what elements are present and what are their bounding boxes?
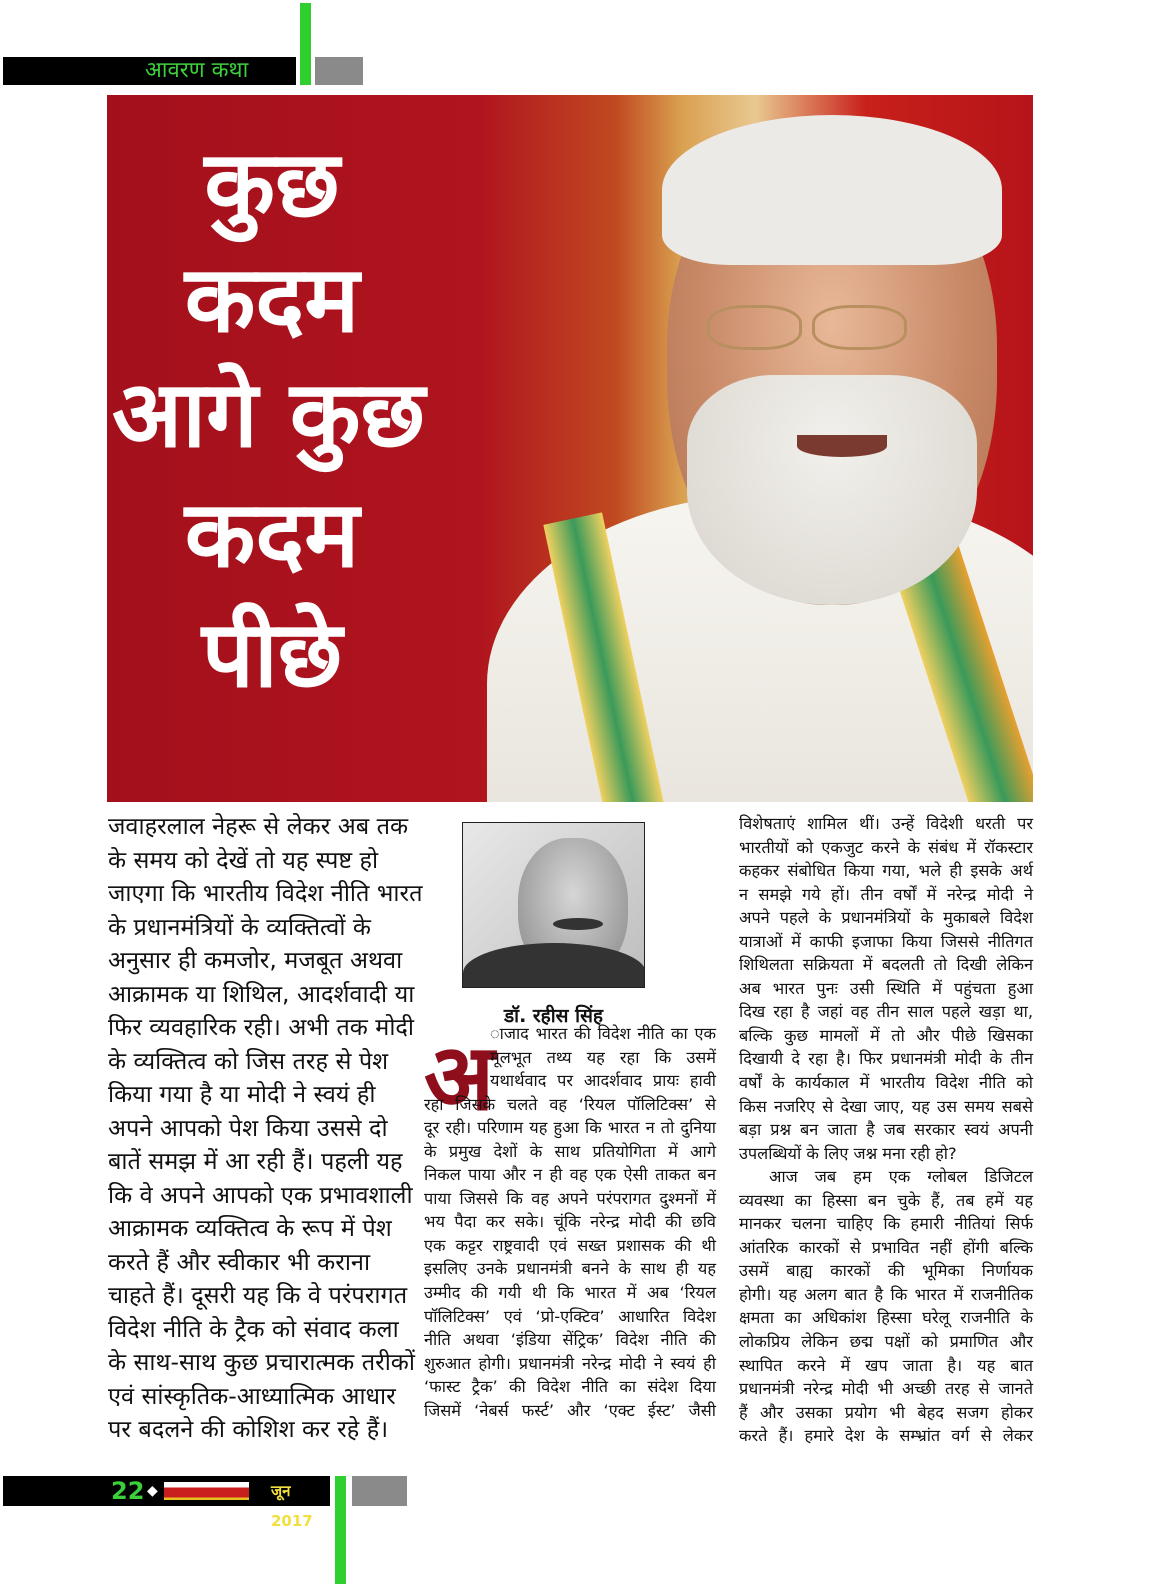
text-line: इसलिए उनके प्रधानमंत्री बनने के साथ ही यह — [424, 1259, 716, 1279]
text-line: वर्षों के कार्यकाल में भारतीय विदेश नीति को — [739, 1073, 1033, 1093]
author-name: डॉ. रहीस सिंह — [503, 1005, 603, 1027]
section-header-bar — [3, 57, 296, 85]
text-line: भारतीयों को एकजुट करने के संबंध में रॉकस्टार — [739, 837, 1033, 857]
text-line: करते हैं और स्वीकार भी कराना — [108, 1247, 371, 1276]
text-line: के साथ-साथ कुछ प्रचारात्मक तरीकों — [108, 1348, 415, 1376]
text-line: दूर रही। परिणाम यह हुआ कि भारत न तो दुनिया — [424, 1118, 716, 1138]
text-line: यात्राओं में काफी इजाफा किया जिससे नीतिगत — [739, 931, 1033, 951]
text-line: कि वे अपने आपको एक प्रभावशाली — [108, 1180, 413, 1209]
green-accent-bar — [335, 1476, 346, 1584]
text-line: बल्कि कुछ मामलों में तो और पीछे खिसका — [739, 1025, 1033, 1045]
text-line: के व्यक्तित्व को जिस तरह से पेश — [108, 1046, 389, 1075]
gray-accent-box — [315, 57, 363, 85]
text-line: आक्रामक या शिथिल, आदर्शवादी या — [108, 979, 415, 1008]
intro-column — [108, 810, 423, 1447]
text-line: एक कट्टर राष्ट्रवादी एवं सख्त प्रशासक की थी — [424, 1235, 716, 1255]
text-line: आंतरिक कारकों से प्रभावित नहीं होंगी बल्कि — [739, 1237, 1033, 1257]
text-line: उम्मीद की गयी थी कि भारत में अब ‘रियल — [424, 1283, 716, 1303]
text-line: अपने पहले के प्रधानमंत्रियों के मुकाबले विदेश — [739, 908, 1033, 928]
text-line: करते हैं। हमारे देश के सम्भ्रांत वर्ग से लेकर — [739, 1426, 1033, 1446]
text-line: के प्रधानमंत्रियों के व्यक्तित्वों के — [108, 912, 371, 941]
headline-line: आगे कुछ — [112, 361, 425, 468]
text-line: आज जब हम एक ग्लोबल डिजिटल — [769, 1167, 1033, 1187]
headline-line: पीछे — [201, 601, 343, 708]
text-line: हैं और उसका प्रयोग भी बेहद सजग होकर — [739, 1402, 1033, 1422]
text-line: ाजाद भारत की विदेश नीति का एक — [490, 1024, 716, 1043]
text-line: फिर व्यवहारिक रही। अभी तक मोदी — [108, 1013, 415, 1041]
text-line: शिथिलता सक्रियता में बदलती तो दिखी लेकिन — [739, 955, 1033, 975]
text-line: लोकप्रिय लेकिन छद्म पक्षों को प्रमाणित और — [739, 1332, 1033, 1352]
text-line: कहकर संबोधित किया गया, भले ही इसके अर्थ — [739, 861, 1033, 881]
bullet-icon: ◆ — [147, 1483, 158, 1499]
text-line: स्थापित करने में खप जाता है। यह बात — [739, 1355, 1033, 1375]
text-line: बड़ा प्रश्न बन जाता है जब सरकार स्वयं अपनी — [739, 1120, 1033, 1140]
text-line: पॉलिटिक्स’ एवं ‘प्रो-एक्टिव’ आधारित विदेश — [424, 1306, 716, 1326]
text-line: दिख रहा है जहां वह तीन साल पहले खड़ा था, — [739, 1002, 1033, 1022]
body-column-2 — [424, 1022, 716, 1422]
text-line: ‘फास्ट ट्रैक’ की विदेश नीति का संदेश दिया — [424, 1377, 716, 1397]
section-label: आवरण कथा — [145, 58, 249, 83]
page-number: 22 — [111, 1477, 145, 1505]
text-line: अब भारत पुनः उसी स्थिति में पहुंचता हुआ — [739, 978, 1033, 998]
text-line: रहा जिसके चलते वह ‘रियल पॉलिटिक्स’ से — [424, 1094, 716, 1114]
magazine-logo — [164, 1482, 249, 1500]
text-line: जाएगा कि भारतीय विदेश नीति भारत — [108, 879, 423, 907]
footer-bar — [3, 1476, 330, 1530]
text-line: जिसमें ‘नेबर्स फर्स्ट’ और ‘एक्ट ईस्ट’ जैसी — [424, 1400, 716, 1420]
text-line: बातें समझ में आ रही हैं। पहली यह — [108, 1147, 403, 1175]
issue-date: जून 2017 — [271, 1482, 313, 1530]
text-line: न समझे गये हों। तीन वर्षों में नरेन्द्र मोदी ने — [739, 884, 1033, 904]
text-line: नीति अथवा ‘इंडिया सेंट्रिक’ विदेश नीति की — [424, 1330, 716, 1350]
text-line: दिखायी दे रहा है। फिर प्रधानमंत्री मोदी के तीन — [739, 1049, 1033, 1069]
text-line: पाया जिससे कि वह अपने परंपरागत दुश्मनों में — [424, 1188, 716, 1208]
text-line: विदेश नीति के ट्रैक को संवाद कला — [108, 1314, 399, 1343]
text-line: क्षमता का अधिकांश हिस्सा घरेलू राजनीति के — [739, 1308, 1033, 1328]
text-line: पर बदलने की कोशिश कर रहे हैं। — [108, 1415, 389, 1443]
headline-line: कदम — [184, 481, 360, 588]
text-line: जवाहरलाल नेहरू से लेकर अब तक — [108, 812, 409, 840]
text-line: एवं सांस्कृतिक-आध्यात्मिक आधार — [108, 1381, 396, 1410]
author-photo — [462, 822, 645, 988]
text-line: शुरुआत होगी। प्रधानमंत्री नरेन्द्र मोदी ने स्वयं ही — [424, 1353, 716, 1373]
text-line: किस नजरिए से देखा जाए, यह उस समय सबसे — [739, 1096, 1033, 1116]
text-line: यथार्थवाद पर आदर्शवाद प्रायः हावी — [490, 1071, 716, 1091]
text-line: विशेषताएं शामिल थीं। उन्हें विदेशी धरती पर — [739, 814, 1033, 833]
text-line: होगी। यह अलग बात है कि भारत में राजनीतिक — [739, 1284, 1033, 1304]
text-line: उपलब्धियों के लिए जश्न मना रही हो? — [739, 1143, 957, 1163]
text-line: निकल पाया और न ही वह एक ऐसी ताकत बन — [424, 1165, 716, 1185]
cover-photo — [107, 95, 1033, 802]
text-line: प्रधानमंत्री नरेन्द्र मोदी भी अच्छी तरह से जानते — [739, 1379, 1033, 1399]
text-line: किया गया है या मोदी ने स्वयं ही — [108, 1080, 376, 1108]
green-accent-bar — [300, 3, 311, 85]
text-line: के समय को देखें तो यह स्पष्ट हो — [108, 845, 379, 874]
headline-line: कुछ — [204, 131, 340, 238]
headline-line: कदम — [184, 246, 360, 353]
text-line: मूलभूत तथ्य यह रहा कि उसमें — [490, 1047, 716, 1067]
gray-accent-box — [352, 1476, 407, 1506]
text-line: मानकर चलना चाहिए कि हमारी नीतियां सिर्फ — [739, 1214, 1033, 1234]
text-line: चाहते हैं। दूसरी यह कि वे परंपरागत — [108, 1281, 408, 1309]
text-line: अपने आपको पेश किया उससे दो — [108, 1113, 388, 1142]
text-line: अनुसार ही कमजोर, मजबूत अथवा — [108, 946, 403, 974]
text-line: भय पैदा कर सके। चूंकि नरेन्द्र मोदी की छवि — [424, 1212, 716, 1232]
body-column-3 — [739, 812, 1033, 1448]
text-line: के प्रमुख देशों के साथ प्रतियोगिता में आगे — [424, 1141, 716, 1161]
drop-cap: अ — [424, 1024, 495, 1131]
text-line: आक्रामक व्यक्तित्व के रूप में पेश — [108, 1214, 392, 1242]
text-line: व्यवस्था का हिस्सा बन चुके हैं, तब हमें यह — [739, 1190, 1033, 1210]
text-line: उसमें बाह्य कारकों की भूमिका निर्णायक — [739, 1261, 1033, 1281]
